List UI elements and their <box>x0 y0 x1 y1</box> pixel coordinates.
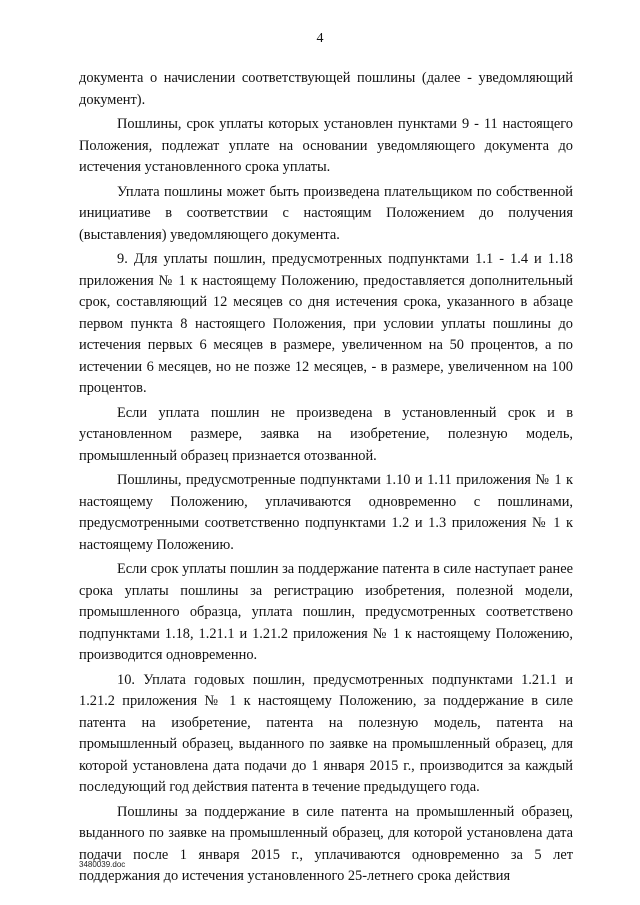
paragraph-7: Если срок уплаты пошлин за поддержание патента в силе наступает ранее срока уплаты пошлины за регистрацию изобретения, полезной модели, промышленного образца, уплата пошлин, предусмотренных соответствено подпунктами 1.18, 1.21.1 и 1.21.2 приложения № 1 к настоящему Положению, производится одновременно. <box>79 561 573 663</box>
document-body <box>79 68 573 891</box>
footer-filename: 3480039.doc <box>79 860 126 869</box>
paragraph-6: Пошлины, предусмотренные подпунктами 1.10 и 1.11 приложения № 1 к настоящему Положению, уплачиваются одновременно с пошлинами, предусмотренными соответственно подпунктами 1.2 и 1.3 приложения № 1 к настоящему Положению. <box>79 472 573 553</box>
paragraph-4: 9. Для уплаты пошлин, предусмотренных подпунктами 1.1 - 1.4 и 1.18 приложения № 1 к настоящему Положению, предоставляется дополнительный срок, составляющий 12 месяцев со дня истечения срока, указанного в абзаце первом пункта 8 настоящего Положения, при условии уплаты пошлины до истечения первых 6 месяцев в размере, увеличенном на 50 процентов, а по истечении 6 месяцев, но не позже 12 месяцев, - в размере, увеличенном на 100 процентов. <box>79 251 573 396</box>
paragraph-8: 10. Уплата годовых пошлин, предусмотренных подпунктами 1.21.1 и 1.21.2 приложения № 1 к настоящему Положению, за поддержание в силе патента на изобретение, патента на полезную модель, патента на промышленный образец, выданного по заявке на промышленный образец, для которой установлена дата подачи до 1 января 2015 г., производится за каждый последующий год действия патента в течение предыдущего года. <box>79 671 573 795</box>
page-number: 4 <box>316 31 324 46</box>
paragraph-3: Уплата пошлины может быть произведена плательщиком по собственной инициативе в соответствии с настоящим Положением до получения (выставления) уведомляющего документа. <box>79 183 573 243</box>
paragraph-9: Пошлины за поддержание в силе патента на промышленный образец, выданного по заявке на промышленный образец, для которой установлена дата подачи после 1 января 2015 г., уплачиваются одновременно за 5 лет поддержания до истечения установленного 25-летнего срока действия <box>79 803 573 884</box>
paragraph-5: Если уплата пошлин не произведена в установленный срок и в установленном размере, заявка на изобретение, полезную модель, промышленный образец признается отозванной. <box>79 404 573 464</box>
paragraph-2: Пошлины, срок уплаты которых установлен пунктами 9 - 11 настоящего Положения, подлежат уплате на основании уведомляющего документа до истечения установленного срока уплаты. <box>79 116 573 175</box>
paragraph-1: документа о начислении соответствующей пошлины (далее - уведомляющий документ). <box>79 70 573 108</box>
